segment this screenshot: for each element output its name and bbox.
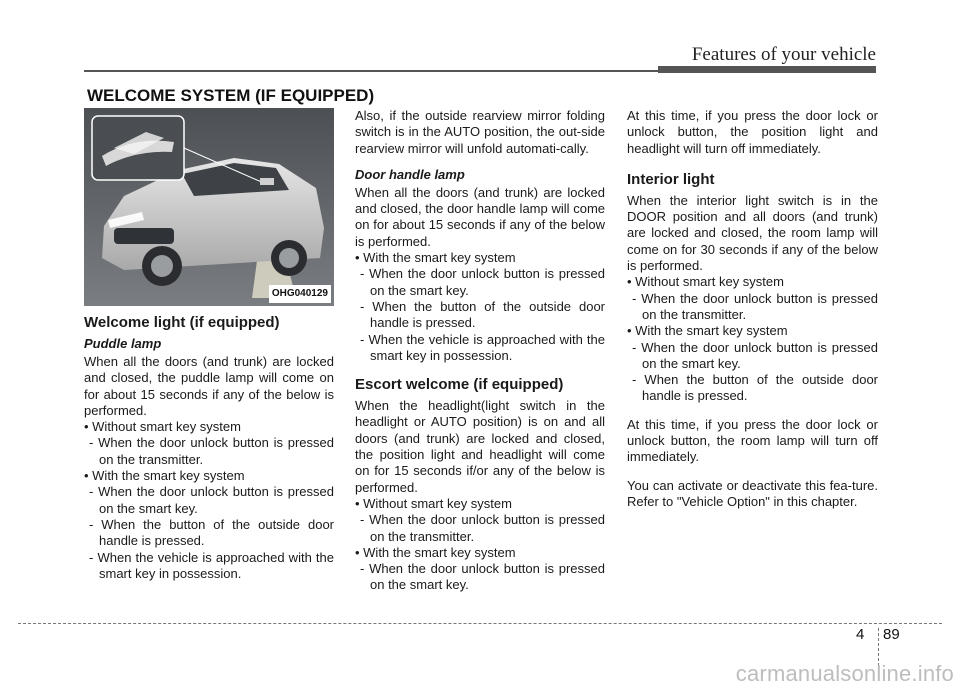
header-bar	[658, 66, 876, 73]
bullet-without-smart-key: • Without smart key system	[84, 419, 241, 435]
page-number: 89	[883, 626, 900, 643]
heading-door-handle-lamp: Door handle lamp	[355, 166, 465, 182]
column-1	[84, 108, 334, 582]
running-header-title: Features of your vehicle	[691, 44, 876, 65]
chapter-number: 4	[856, 626, 865, 643]
sub-item: - When the door unlock button is pressed on the smart key.	[360, 266, 605, 298]
sub-item: - When the vehicle is approached with the smart key in possession.	[89, 549, 334, 581]
bullet-without-smart-key: • Without smart key system	[355, 495, 512, 511]
bullet-with-smart-key: • With the smart key system	[627, 323, 788, 339]
footer-rule	[18, 623, 942, 624]
sub-item: - When the button of the outside door handle is pressed.	[360, 298, 605, 331]
bullet-with-smart-key: • With the smart key system	[355, 544, 516, 560]
sub-item: - When the door unlock button is pressed on the transmitter.	[632, 290, 878, 322]
figure-code: OHG040129	[269, 285, 331, 303]
section-title: WELCOME SYSTEM (IF EQUIPPED)	[87, 86, 375, 105]
paragraph-interior-off: At this time, if you press the door lock or unlock button, the room lamp will turn off immediately.	[627, 416, 878, 465]
heading-interior-light: Interior light	[627, 170, 715, 188]
watermark: carmanualsonline.info	[735, 661, 954, 686]
heading-puddle-lamp: Puddle lamp	[84, 336, 162, 351]
paragraph-activate: You can activate or deactivate this fea-ture. Refer to "Vehicle Option" in this chapter.	[627, 477, 878, 509]
sub-item: - When the vehicle is approached with the smart key in possession.	[360, 331, 605, 363]
column-2	[355, 108, 605, 594]
sub-item: - When the door unlock button is pressed on the transmitter.	[89, 435, 334, 467]
car-illustration	[84, 108, 334, 306]
sub-item: - When the door unlock button is pressed on the smart key.	[360, 561, 605, 593]
heading-welcome-light: Welcome light (if equipped)	[84, 314, 280, 331]
sub-item: - When the button of the outside door handle is pressed.	[632, 372, 878, 404]
paragraph-puddle-intro: When all the doors (and trunk) are locked and closed, the puddle lamp will come on for about 15 seconds if any of the below is performed.	[84, 354, 334, 418]
paragraph-escort-intro: When the headlight(light switch in the headlight or AUTO position) is on and all doors (and trunk) are locked and closed, the position light and headlight will come on for 15 seconds if/or any of the below is performed.	[355, 398, 605, 495]
sub-item: - When the door unlock button is pressed on the transmitter.	[360, 512, 605, 544]
paragraph-interior-intro: When the interior light switch is in the DOOR position and all doors (and trunk) are locked and closed, the room lamp will come on for 30 seconds if any of the below is performed.	[627, 192, 878, 274]
column-3	[627, 108, 878, 510]
heading-escort-welcome: Escort welcome (if equipped)	[355, 376, 564, 394]
car-drawing	[84, 108, 334, 306]
paragraph-mirror: Also, if the outside rearview mirror folding switch is in the AUTO position, the out-side rearview mirror will unfold automati-cally.	[355, 108, 605, 156]
sub-item: - When the button of the outside door handle is pressed.	[89, 516, 334, 549]
sub-item: - When the door unlock button is pressed on the smart key.	[632, 339, 878, 371]
sub-item: - When the door unlock button is pressed on the smart key.	[89, 484, 334, 516]
bullet-with-smart-key: • With the smart key system	[355, 250, 516, 266]
bullet-with-smart-key: • With the smart key system	[84, 468, 245, 484]
paragraph-escort-off: At this time, if you press the door lock or unlock button, the position light and headlight will turn off immediately.	[627, 108, 878, 156]
paragraph-door-handle-intro: When all the doors (and trunk) are locked and closed, the door handle lamp will come on for about 15 seconds if any of the below is performed.	[355, 184, 605, 249]
bullet-without-smart-key: • Without smart key system	[627, 274, 784, 290]
